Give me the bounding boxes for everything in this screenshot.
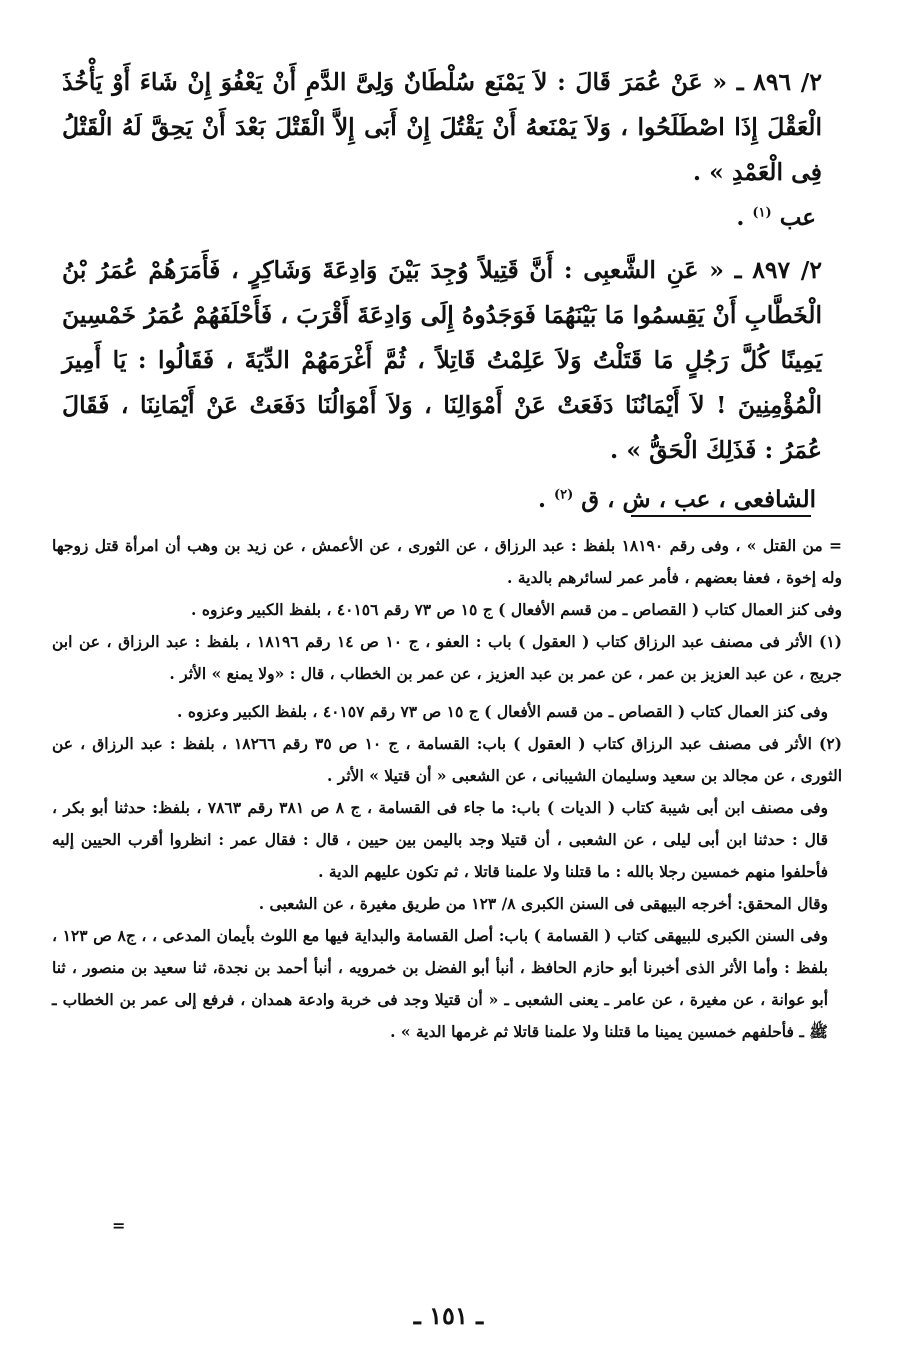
footnote-separator bbox=[631, 515, 811, 517]
footnote-2-ibn-abi-shaybah: وفى مصنف ابن أبى شيبة كتاب ( الديات ) باب: ما جاء فى القسامة ، ج ٨ ص ٣٨١ رقم ٧٨٦٣ ، بلفظ: حدثنا أبو بكر ، قال : حدثنا ابن أبى ليلى ، عن الشعبى ، أن قتيلا وجد باليمن بين حيين ، قال : فقال عمر : انظروا أقرب الحيين إليه فأحلفوا منهم خمسين رجلا بالله : ما قتلنا ولا علمنا قاتلا ، ثم تكون عليهم الدية . bbox=[52, 798, 828, 881]
footnote-2-bayhaqi: وفى السنن الكبرى للبيهقى كتاب ( القسامة ) باب: أصل القسامة والبداية فيها مع اللوث بأيمان المدعى ، ، ج٨ ص ١٢٣ ، بلفظ : وأما الأثر الذى أخبرنا أبو حازم الحافظ ، أنبأ أبو الفضل بن خمرويه ، أنبأ أحمد بن نجدة، ثنا سعيد بن منصور ، ثنا أبو عوانة ، عن مغيرة ، عن عامر ـ يعنى الشعبى ـ « أن قتيلا وجد فى خربة وادعة همدان ، فرفع إلى عمر بن الخطاب ـ ﷺ ـ فأحلفهم خمسين يمينا ما قتلنا ولا علمنا قاتلا ثم غرمها الدية » . bbox=[52, 926, 828, 1041]
source-text: عب bbox=[779, 204, 816, 231]
footnote-1-kanz: وفى كنز العمال كتاب ( القصاص ـ من قسم الأفعال ) ج ١٥ ص ٧٣ رقم ٤٠١٥٧ ، بلفظ الكبير وعزوه . bbox=[177, 702, 828, 721]
footnote-continuation: = من القتل » ، وفى رقم ١٨١٩٠ بلفظ : عبد الرزاق ، عن الثورى ، عن الأعمش ، عن زيد بن وهب أن امرأة قتل زوجها وله إخوة ، فعفا بعضهم ، فأمر عمر لسائرهم بالدية . bbox=[52, 536, 842, 587]
footnotes bbox=[52, 530, 842, 1048]
footnote-ref-2[interactable]: (٢) bbox=[553, 487, 574, 503]
hadith-896: ٢/ ٨٩٦ ـ « عَنْ عُمَرَ قَالَ : لاَ يَمْنَع سُلْطَانٌ وَلِىَّ الدَّمِ أَنْ يَعْفُوَ إِنْ شَاءَ أَوْ يَأْخُذَ الْعَقْلَ إِذَا اصْطَلَحُوا ، وَلاَ يَمْنَعهُ أَنْ يَقْتُلَ إِنْ أَبَى إِلاَّ الْقَتْلَ بَعْدَ أَنْ يَحِقَّ لَهُ الْقَتْلُ فِى الْعَمْدِ » . bbox=[62, 68, 822, 186]
main-text bbox=[62, 60, 822, 522]
source-text: الشافعى ، عب ، ش ، ق bbox=[581, 486, 816, 513]
footnote-ref-1[interactable]: (١) bbox=[752, 205, 772, 221]
continuation-mark: = bbox=[112, 1216, 126, 1235]
hadith-896-source: عب $^{(١)}$ . bbox=[736, 204, 816, 231]
footnote-2-muhaqqiq: وقال المحقق: أخرجه البيهقى فى السنن الكبرى ٨/ ١٢٣ من طريق مغيرة ، عن الشعبى . bbox=[258, 894, 828, 913]
footnote-1: (١) الأثر فى مصنف عبد الرزاق كتاب ( العقول ) باب : العفو ، ج ١٠ ص ١٤ رقم ١٨١٩٦ ، بلفظ : عبد الرزاق ، عن ابن جريج ، عن عبد العزيز بن عمر ، عن عمر بن عبد العزيز ، عن عمر بن الخطاب ، قال : «ولا يمنع » الأثر . bbox=[52, 632, 842, 683]
hadith-897-source: الشافعى ، عب ، ش ، ق $^{(٢)}$ . bbox=[537, 486, 816, 513]
footnote-continuation-kanz: وفى كنز العمال كتاب ( القصاص ـ من قسم الأفعال ) ج ١٥ ص ٧٣ رقم ٤٠١٥٦ ، بلفظ الكبير وعزوه . bbox=[191, 600, 842, 619]
footnote-2: (٢) الأثر فى مصنف عبد الرزاق كتاب ( العقول ) باب: القسامة ، ج ١٠ ص ٣٥ رقم ١٨٢٦٦ ، بلفظ : عبد الرزاق ، عن الثورى ، عن مجالد بن سعيد وسليمان الشيبانى ، عن الشعبى « أن قتيلا » الأثر . bbox=[52, 734, 842, 785]
page-number: ـ ١٥١ ـ bbox=[413, 1301, 484, 1330]
hadith-897: ٢/ ٨٩٧ ـ « عَنِ الشَّعبِى : أَنَّ قَتِيلاً وُجِدَ بَيْنَ وَادِعَةَ وَشَاكِرٍ ، فَأَمَرَهُمْ عُمَرُ بْنُ الْخَطَّابِ أَنْ يَقِسمُوا مَا بَيْنَهُمَا فَوَجَدُوهُ إِلَى وَادِعَةَ أَقْرَبَ ، فَأَحْلَفَهُمْ عُمَرُ خَمْسِينَ يَمِينًا كُلَّ رَجُلٍ مَا قَتَلْتُ وَلاَ عَلِمْتُ قَاتِلاً ، ثُمَّ أَغْرَمَهُمْ الدِّيَةَ ، فَقَالُوا : يَا أَمِيرَ الْمُؤْمِنِينَ ! لاَ أَيْمَانُنَا دَفَعَتْ عَنْ أَمْوَالِنَا ، وَلاَ أَمْوَالُنَا دَفَعَتْ عَنْ أَيْمَانِنَا ، فَقَالَ عُمَرُ : فَذَلِكَ الْحَقُّ » . bbox=[62, 256, 823, 464]
